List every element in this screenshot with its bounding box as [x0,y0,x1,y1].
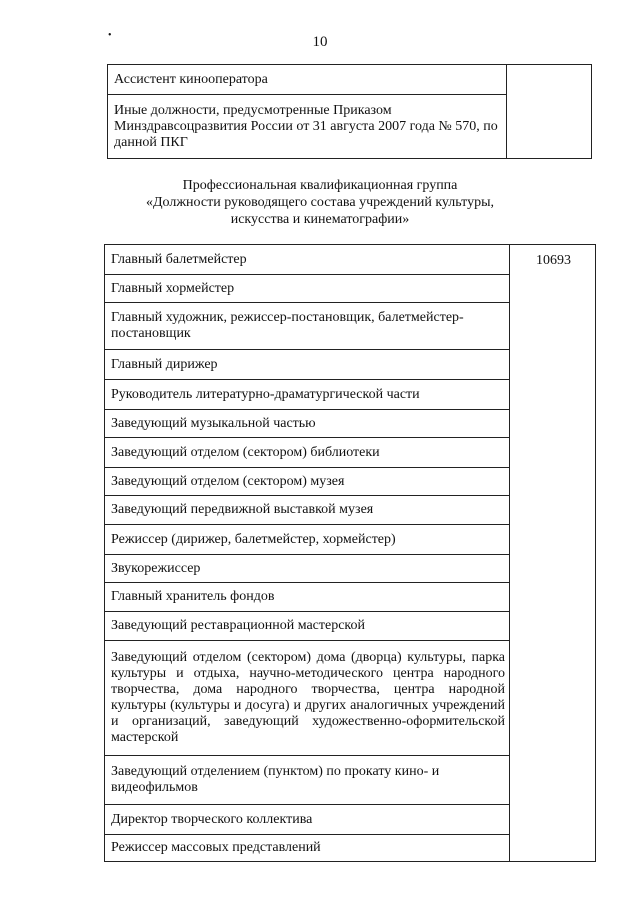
group-heading-line: «Должности руководящего состава учреждений культуры, [146,195,494,210]
positions-table-continued [107,64,592,159]
position-cell: Заведующий отделом (сектором) дома (дворца) культуры, парка культуры и отдыха, научно-методического центра народного творчества, дома народного творчества, центра народной культуры (культуры и досуга) и других аналогичных учреждений и организаций, заведующий художественно-оформительской мастерской [105,641,510,756]
qualification-code-cell: 10693 [510,245,596,862]
position-cell: Режиссер массовых представлений [105,835,510,862]
position-cell: Главный художник, режиссер-постановщик, балетмейстер-постановщик [105,303,510,350]
position-cell: Заведующий передвижной выставкой музея [105,496,510,525]
position-cell: Заведующий реставрационной мастерской [105,612,510,641]
position-cell: Руководитель литературно-драматургической части [105,380,510,410]
position-cell: Заведующий отделом (сектором) музея [105,468,510,496]
qualification-code-cell [507,65,592,159]
position-cell: Звукорежиссер [105,555,510,583]
position-cell: Заведующий музыкальной частью [105,410,510,438]
position-cell: Ассистент кинооператора [108,65,507,95]
position-cell: Заведующий отделом (сектором) библиотеки [105,438,510,468]
group-heading-line: искусства и кинематографии» [230,212,410,227]
position-cell: Главный балетмейстер [105,245,510,275]
group-heading-line: Профессиональная квалификационная группа [182,178,458,193]
position-cell: Заведующий отделением (пунктом) по прокату кино- и видеофильмов [105,756,510,805]
position-cell: Главный хормейстер [105,275,510,303]
table-row [108,65,592,95]
position-cell: Режиссер (дирижер, балетмейстер, хормейстер) [105,525,510,555]
position-cell: Иные должности, предусмотренные Приказом Минздравсоцразвития России от 31 августа 2007 года № 570, по данной ПКГ [108,95,507,159]
position-cell: Директор творческого коллектива [105,805,510,835]
position-cell: Главный хранитель фондов [105,583,510,612]
group-heading [0,177,640,228]
stray-mark: • [108,30,112,41]
positions-table [104,244,596,862]
table-row [105,245,596,275]
position-cell: Главный дирижер [105,350,510,380]
page-number: 10 [312,34,328,50]
